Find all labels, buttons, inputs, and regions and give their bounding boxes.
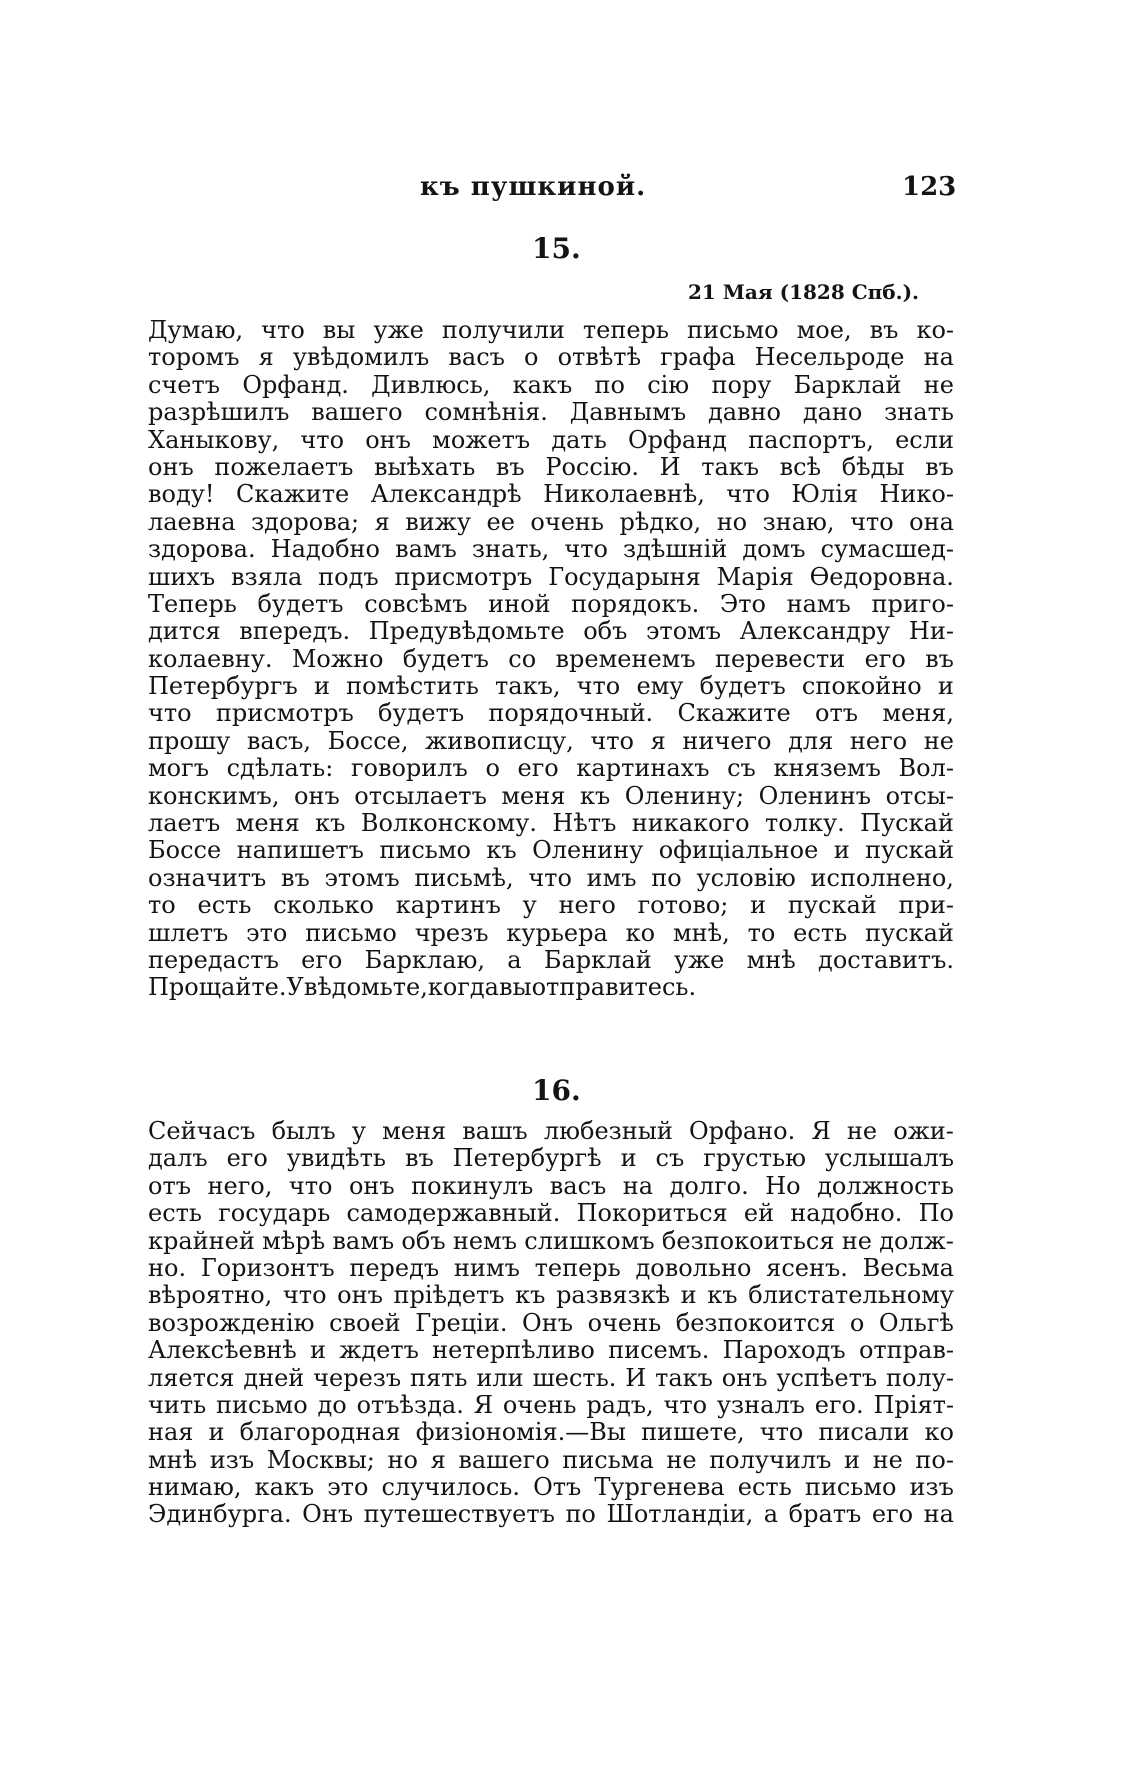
letter-date: 21 Мая (1828 Спб.). <box>688 280 920 304</box>
letter-body <box>148 317 954 1002</box>
letter-number: 16. <box>532 1074 581 1107</box>
text-line: Сейчасъ былъ у меня вашъ любезный Орфано. Я не ожи- <box>148 1117 954 1145</box>
text-line: колаевну. Можно будетъ со временемъ перевести его въ <box>148 644 954 673</box>
text-line: отъ него, что онъ покинулъ васъ на долго. Но должность <box>148 1171 954 1200</box>
text-line: дится впередъ. Предувѣдомьте объ этомъ Александру Ни- <box>148 617 954 646</box>
text-line: означитъ въ этомъ письмѣ, что имъ по условію исполнено, <box>148 863 954 892</box>
text-line: здорова. Надобно вамъ знать, что здѣшній домъ сумасшед- <box>148 535 954 564</box>
text-line: Петербургъ и помѣстить такъ, что ему будетъ спокойно и <box>148 672 954 701</box>
text-line: мнѣ изъ Москвы; но я вашего письма не получилъ и не по- <box>148 1445 954 1474</box>
text-line: прошу васъ, Боссе, живописцу, что я ничего для него не <box>148 726 954 755</box>
running-head: къ пушкиной. <box>420 172 647 202</box>
text-line: Ханыкову, что онъ можетъ дать Орфанд паспортъ, если <box>148 425 954 454</box>
text-line: есть государь самодержавный. Покориться ей надобно. По <box>148 1199 954 1228</box>
text-line: торомъ я увѣдомилъ васъ о отвѣтѣ графа Несельроде на <box>148 343 954 372</box>
text-line: Теперь будетъ совсѣмъ иной порядокъ. Это намъ приго- <box>148 589 954 618</box>
page-number: 123 <box>902 172 957 202</box>
text-line: счетъ Орфанд. Дивлюсь, какъ по сію пору Барклай не <box>148 370 954 399</box>
text-line: чить письмо до отъѣзда. Я очень радъ, что узналъ его. Пріят- <box>148 1390 954 1419</box>
text-line: далъ его увидѣть въ Петербургѣ и съ грустью услышалъ <box>148 1144 954 1173</box>
text-line: конскимъ, онъ отсылаетъ меня къ Оленину; Оленинъ отсы- <box>148 781 954 810</box>
text-line: ная и благородная физіономія.—Вы пишете, что писали ко <box>148 1418 954 1447</box>
text-line: возрожденію своей Греціи. Онъ очень безпокоится о Ольгѣ <box>148 1308 954 1337</box>
text-line: шихъ взяла подъ присмотръ Государыня Марія Ѳедоровна. <box>148 562 954 591</box>
text-line: Думаю, что вы уже получили теперь письмо мое, въ ко- <box>148 316 954 344</box>
text-line: могъ сдѣлать: говорилъ о его картинахъ съ княземъ Вол- <box>148 754 954 783</box>
text-line: онъ пожелаетъ выѣхать въ Россію. И такъ всѣ бѣды въ <box>148 452 954 481</box>
text-line: Прощайте. Увѣдомьте, когда вы отправитесь. <box>148 973 697 1002</box>
text-line: лаевна здорова; я вижу ее очень рѣдко, но знаю, что она <box>148 507 954 536</box>
text-line: Алексѣевнѣ и ждетъ нетерпѣливо писемъ. Пароходъ отправ- <box>148 1336 954 1365</box>
text-line: но. Горизонтъ передъ нимъ теперь довольно ясенъ. Весьма <box>148 1253 954 1282</box>
letter-number: 15. <box>532 232 581 265</box>
text-line: шлетъ это письмо чрезъ курьера ко мнѣ, то есть пускай <box>148 918 954 947</box>
text-line: то есть сколько картинъ у него готово; и пускай при- <box>148 891 954 920</box>
letter-body <box>148 1118 954 1529</box>
text-line: что присмотръ будетъ порядочный. Скажите отъ меня, <box>148 699 954 728</box>
text-line: Боссе напишетъ письмо къ Оленину офиціальное и пускай <box>148 836 954 865</box>
text-line: разрѣшилъ вашего сомнѣнія. Давнымъ давно дано знать <box>148 398 954 427</box>
text-line: крайней мѣрѣ вамъ объ немъ слишкомъ безпокоиться не долж- <box>148 1226 954 1255</box>
text-line: передастъ его Барклаю, а Барклай уже мнѣ доставитъ. <box>148 945 954 974</box>
text-line: нимаю, какъ это случилось. Отъ Тургенева есть письмо изъ <box>148 1473 954 1502</box>
text-line: ляется дней черезъ пять или шесть. И такъ онъ успѣетъ полу- <box>148 1363 954 1392</box>
text-line: воду! Скажите Александрѣ Николаевнѣ, что Юлія Нико- <box>148 480 954 509</box>
text-line: вѣроятно, что онъ пріѣдетъ къ развязкѣ и къ блистательному <box>148 1281 954 1310</box>
text-line: Эдинбурга. Онъ путешествуетъ по Шотландіи, а братъ его на <box>148 1500 954 1529</box>
text-line: лаетъ меня къ Волконскому. Нѣтъ никакого толку. Пускай <box>148 809 954 838</box>
